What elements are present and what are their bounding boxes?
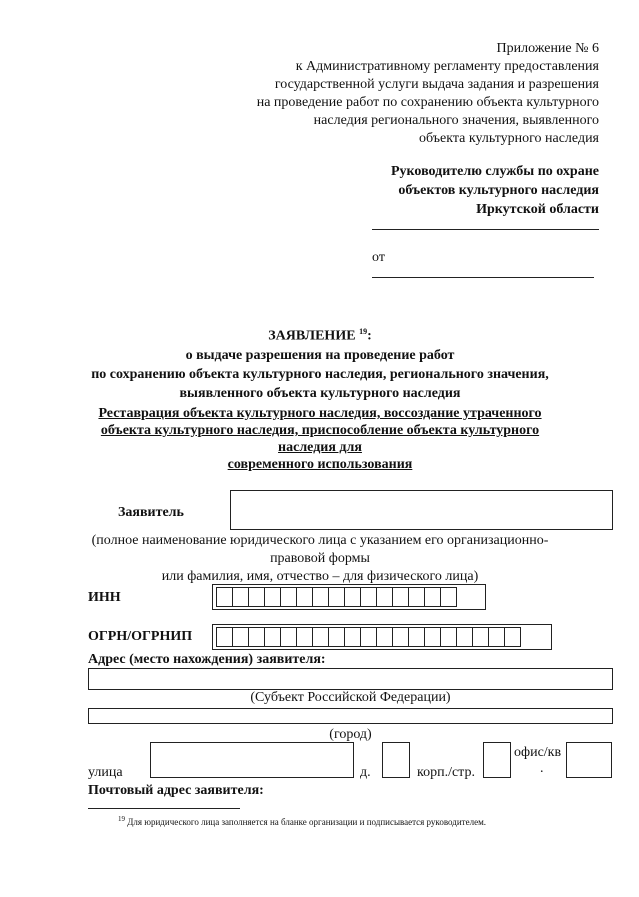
title-heading: ЗАЯВЛЕНИЕ: [268, 328, 356, 344]
addressee-line: Руководителю службы по охране: [390, 164, 599, 179]
ogrn-cell[interactable]: [456, 627, 473, 647]
subtitle-line: по сохранению объекта культурного наследия, регионального значения,: [91, 366, 549, 382]
ogrn-cell[interactable]: [312, 627, 329, 647]
from-name-line[interactable]: [372, 277, 594, 278]
title-suffix: :: [367, 328, 372, 344]
ogrn-cell[interactable]: [472, 627, 489, 647]
ogrn-cell[interactable]: [504, 627, 521, 647]
address-label: Адрес (место нахождения) заявителя:: [88, 652, 326, 667]
ogrn-cell[interactable]: [488, 627, 505, 647]
building-label: корп./стр.: [417, 765, 475, 780]
footnote-mark: 19: [118, 815, 125, 823]
inn-cell[interactable]: [280, 587, 297, 607]
work-type-line: наследия для: [278, 440, 362, 455]
ogrn-cell[interactable]: [408, 627, 425, 647]
applicant-hint: [40, 532, 600, 586]
work-type-line: современного использования: [227, 457, 413, 472]
footnote: [118, 815, 486, 827]
addressee-line: Иркутской области: [476, 202, 599, 217]
appendix-line: объекта культурного наследия: [419, 131, 599, 146]
inn-cell[interactable]: [440, 587, 457, 607]
applicant-hint-line: правовой формы: [270, 551, 370, 566]
street-field[interactable]: [150, 742, 354, 778]
inn-label: ИНН: [88, 590, 121, 605]
office-label-dot: .: [540, 761, 544, 776]
inn-cell[interactable]: [392, 587, 409, 607]
ogrn-cell[interactable]: [264, 627, 281, 647]
appendix-line: наследия регионального значения, выявленного: [313, 113, 599, 128]
applicant-hint-line: (полное наименование юридического лица с указанием его организационно-: [91, 533, 549, 548]
ogrn-cell[interactable]: [344, 627, 361, 647]
ogrn-label: ОГРН/ОГРНИП: [88, 629, 193, 644]
ogrn-cell[interactable]: [232, 627, 249, 647]
ogrn-cell[interactable]: [424, 627, 441, 647]
title-block: [60, 322, 580, 403]
inn-cell[interactable]: [408, 587, 425, 607]
office-label: офис/кв: [514, 745, 562, 760]
postal-address-label: Почтовый адрес заявителя:: [88, 783, 264, 798]
ogrn-cell[interactable]: [360, 627, 377, 647]
ogrn-cell[interactable]: [392, 627, 409, 647]
footnote-divider: [88, 808, 240, 809]
house-field[interactable]: [382, 742, 410, 778]
building-field[interactable]: [483, 742, 511, 778]
inn-cell[interactable]: [296, 587, 313, 607]
ogrn-cell[interactable]: [296, 627, 313, 647]
inn-cell[interactable]: [232, 587, 249, 607]
city-field[interactable]: [88, 708, 613, 724]
work-type-block: [60, 405, 580, 473]
inn-cell[interactable]: [344, 587, 361, 607]
addressee-name-line[interactable]: [372, 229, 599, 230]
ogrn-field[interactable]: [216, 627, 520, 647]
applicant-field[interactable]: [230, 490, 613, 530]
house-label: д.: [360, 765, 371, 780]
footnote-text: Для юридического лица заполняется на бланке организации и подписывается руководителем.: [127, 817, 487, 827]
ogrn-cell[interactable]: [248, 627, 265, 647]
subtitle-line: выявленного объекта культурного наследия: [179, 385, 461, 401]
inn-cell[interactable]: [312, 587, 329, 607]
applicant-label: Заявитель: [118, 505, 184, 520]
inn-cell[interactable]: [376, 587, 393, 607]
title-footnote-mark: 19: [359, 327, 368, 336]
applicant-hint-line: или фамилия, имя, отчество – для физического лица): [161, 569, 479, 584]
appendix-line: Приложение № 6: [496, 41, 599, 56]
page-title: [60, 322, 580, 346]
street-label: улица: [88, 765, 123, 780]
region-field[interactable]: [88, 668, 613, 690]
inn-cell[interactable]: [216, 587, 233, 607]
inn-field[interactable]: [216, 587, 456, 607]
inn-cell[interactable]: [360, 587, 377, 607]
region-hint: (Субъект Российской Федерации): [250, 690, 451, 705]
ogrn-cell[interactable]: [440, 627, 457, 647]
appendix-line: государственной услуги выдача задания и разрешения: [274, 77, 599, 92]
subtitle-line: о выдаче разрешения на проведение работ: [185, 347, 455, 363]
from-label: от: [372, 250, 385, 265]
ogrn-cell[interactable]: [376, 627, 393, 647]
ogrn-cell[interactable]: [280, 627, 297, 647]
inn-cell[interactable]: [328, 587, 345, 607]
city-hint: (город): [329, 727, 372, 742]
addressee-block: [299, 162, 599, 219]
inn-cell[interactable]: [248, 587, 265, 607]
ogrn-cell[interactable]: [216, 627, 233, 647]
ogrn-cell[interactable]: [328, 627, 345, 647]
addressee-line: объектов культурного наследия: [398, 183, 599, 198]
appendix-line: к Административному регламенту предоставления: [295, 59, 599, 74]
work-type-line: Реставрация объекта культурного наследия, воссоздание утраченного: [98, 406, 542, 421]
office-field[interactable]: [566, 742, 612, 778]
appendix-block: [179, 40, 599, 148]
work-type-line: объекта культурного наследия, приспособление объекта культурного: [100, 423, 540, 438]
inn-cell[interactable]: [424, 587, 441, 607]
inn-cell[interactable]: [264, 587, 281, 607]
appendix-line: на проведение работ по сохранению объекта культурного: [256, 95, 599, 110]
